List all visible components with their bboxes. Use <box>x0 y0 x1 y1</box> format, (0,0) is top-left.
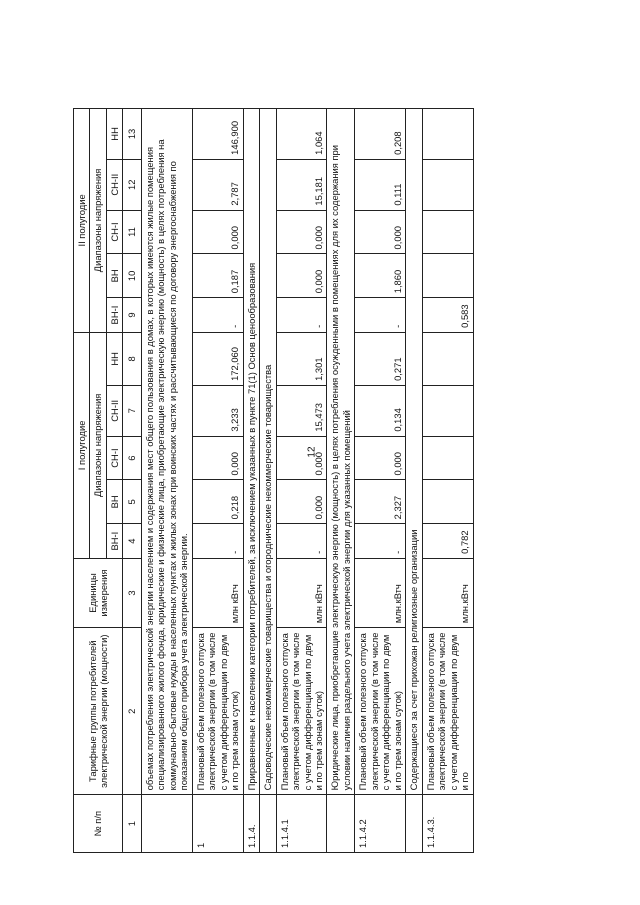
value-cell: 0,000 <box>276 480 327 524</box>
value-cell: 0,000 <box>192 436 243 480</box>
value-cell: - <box>355 524 406 559</box>
value-cell: 0,583 <box>422 298 473 333</box>
section-title: Юридические лица, приобретающие электрическую энергию (мощность) в целях потребления осужденными в помещениях для их содержания при условии наличия раздельного учета электрической энергии для указанных помещений <box>327 109 355 795</box>
value-cell <box>422 254 473 298</box>
ranges-header-1: Диапазоны напряжения <box>90 332 106 558</box>
value-cell: 146,900 <box>192 109 243 160</box>
value-cell <box>422 210 473 254</box>
value-cell: - <box>276 298 327 333</box>
column-number: 8 <box>123 332 141 385</box>
row-number <box>260 795 276 853</box>
value-cell: 0,271 <box>355 332 406 385</box>
row-name: Плановый объем полезного отпуска электрической энергии (в том числе с учетом дифференциации по двум и по трем зонам суток) <box>192 628 243 795</box>
value-cell: 0,000 <box>276 210 327 254</box>
section-row <box>260 109 276 853</box>
row-number <box>327 795 355 853</box>
value-cell: - <box>276 524 327 559</box>
value-cell: 0,111 <box>355 159 406 210</box>
value-cell: - <box>192 298 243 333</box>
value-cell: 3,233 <box>192 385 243 436</box>
row-name: Плановый объем полезного отпуска электрической энергии (в том числе с учетом дифференциации по двум и по <box>422 628 473 795</box>
table-row <box>192 109 243 853</box>
row-number <box>406 795 422 853</box>
row-number: 1 <box>192 795 243 853</box>
voltage-level-header: ВН <box>106 480 122 524</box>
row-unit: млн кВтч <box>192 558 243 627</box>
table-row <box>355 109 406 853</box>
row-number: 1.1.4.3. <box>422 795 473 853</box>
value-cell: 2,327 <box>355 480 406 524</box>
table-body <box>141 109 473 853</box>
row-unit: млн кВтч <box>276 558 327 627</box>
value-cell: - <box>355 298 406 333</box>
section-row <box>141 109 192 853</box>
table-row <box>276 109 327 853</box>
value-cell: 0,000 <box>355 436 406 480</box>
value-cell: 15,473 <box>276 385 327 436</box>
voltage-level-header: СН-II <box>106 385 122 436</box>
section-title: Приравненные к населению категории потребителей, за исключением указанных в пункте 71(1) Основ ценообразования <box>243 109 259 795</box>
tariff-table <box>73 108 474 853</box>
voltage-level-header: СН-I <box>106 436 122 480</box>
table-row <box>422 109 473 853</box>
value-cell: 15,181 <box>276 159 327 210</box>
row-number: 1.1.4. <box>243 795 259 853</box>
value-cell <box>422 332 473 385</box>
voltage-level-header: НН <box>106 109 122 160</box>
value-cell: 0,000 <box>355 210 406 254</box>
value-cell <box>422 109 473 160</box>
value-cell: 2,787 <box>192 159 243 210</box>
row-unit: млн.кВтч <box>355 558 406 627</box>
value-cell <box>422 436 473 480</box>
section-row <box>406 109 422 853</box>
value-cell: 1,301 <box>276 332 327 385</box>
row-number: 1.1.4.2 <box>355 795 406 853</box>
row-number: 1.1.4.1 <box>276 795 327 853</box>
column-number: 7 <box>123 385 141 436</box>
page-number: 12 <box>306 446 318 458</box>
value-cell: 0,134 <box>355 385 406 436</box>
column-number: 6 <box>123 436 141 480</box>
voltage-level-header: СН-II <box>106 159 122 210</box>
value-cell: 1,860 <box>355 254 406 298</box>
row-name: Плановый объем полезного отпуска электрической энергии (в том числе с учетом дифференциации по двум и по трем зонам суток) <box>355 628 406 795</box>
value-cell: 0,782 <box>422 524 473 559</box>
col-unit-header: Единицы измерения <box>74 558 123 627</box>
value-cell: 0,000 <box>276 254 327 298</box>
ranges-header-2: Диапазоны напряжения <box>90 109 106 333</box>
value-cell <box>422 159 473 210</box>
row-unit: млн.кВтч <box>422 558 473 627</box>
row-number <box>141 795 192 853</box>
value-cell: 0,218 <box>192 480 243 524</box>
section-row <box>327 109 355 853</box>
column-number: 1 <box>123 795 141 853</box>
value-cell <box>422 385 473 436</box>
column-number: 4 <box>123 524 141 559</box>
column-number: 2 <box>123 628 141 795</box>
half2-header: II полугодие <box>74 109 90 333</box>
section-title: Содержащиеся за счет прихожан религиозные организации <box>406 109 422 795</box>
voltage-level-header: СН-I <box>106 210 122 254</box>
col-num-header: № п/п <box>74 795 123 853</box>
column-number: 10 <box>123 254 141 298</box>
value-cell: 1,064 <box>276 109 327 160</box>
value-cell: 0,208 <box>355 109 406 160</box>
col-group-header: Тарифные группы потребителей электрической энергии (мощности) <box>74 628 123 795</box>
value-cell: 172,060 <box>192 332 243 385</box>
column-number: 3 <box>123 558 141 627</box>
column-number: 13 <box>123 109 141 160</box>
voltage-level-header: ВН-I <box>106 298 122 333</box>
row-name: Плановый объем полезного отпуска электрической энергии (в том числе с учетом дифференциации по двум и по трем зонам суток) <box>276 628 327 795</box>
column-number: 9 <box>123 298 141 333</box>
voltage-level-header: ВН-I <box>106 524 122 559</box>
value-cell: 0,000 <box>192 210 243 254</box>
section-title: объемах потребления электрической энергии населением и содержания мест общего пользования в домах, в которых имеются жилые помещения специализированного жилого фонда, юридические и физические лица, приобретающие электрическую энергию (мощность) в целях потребления на коммунально-бытовые нужды в населенных пунктах и жилых зонах при воинских частях и рассчитывающиеся по договору энергоснабжения по показаниям общего прибора учета электрической энергии. <box>141 109 192 795</box>
half1-header: I полугодие <box>74 332 90 558</box>
value-cell <box>422 480 473 524</box>
value-cell: - <box>192 524 243 559</box>
voltage-level-header: ВН <box>106 254 122 298</box>
column-number: 11 <box>123 210 141 254</box>
value-cell: 0,187 <box>192 254 243 298</box>
section-row <box>243 109 259 853</box>
column-numbers-row <box>123 109 141 853</box>
section-title: Садоводческие некоммерческие товарищества и огороднические некоммерческие товарищества <box>260 109 276 795</box>
column-number: 12 <box>123 159 141 210</box>
voltage-level-header: НН <box>106 332 122 385</box>
value-cell: 0,000 <box>276 436 327 480</box>
column-number: 5 <box>123 480 141 524</box>
